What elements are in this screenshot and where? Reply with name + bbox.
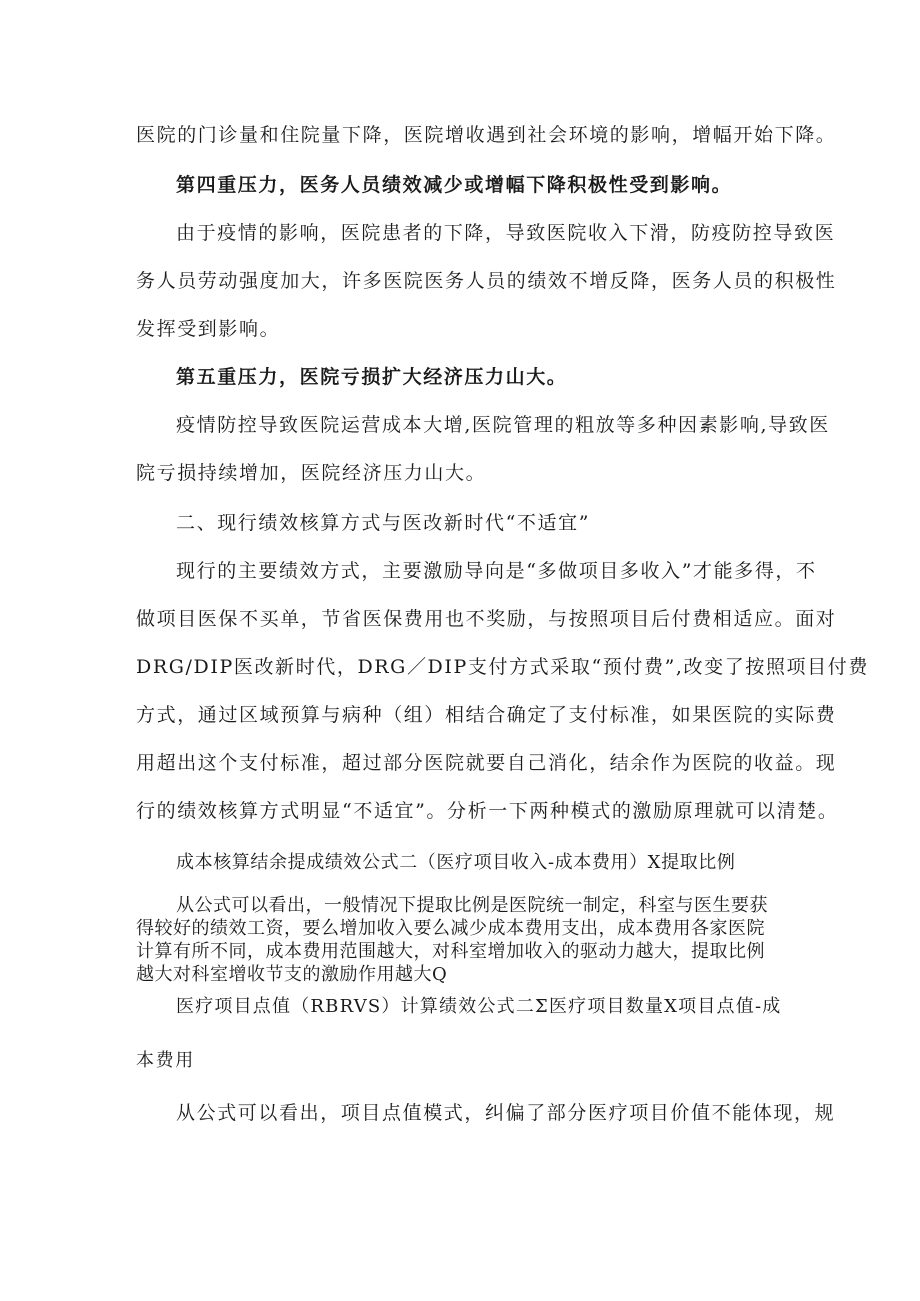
paragraph-line: 越大对科室增收节支的激励作用越大Q <box>136 964 448 985</box>
section-heading-two: 二、现行绩效核算方式与医改新时代“不适宜” <box>176 512 591 534</box>
paragraph-line: 本费用 <box>136 1050 195 1071</box>
formula-rbrvs: 医疗项目点值（RBRVS）计算绩效公式二Σ医疗项目数量X项目点值-成 <box>176 996 782 1017</box>
paragraph-line: 从公式可以看出，项目点值模式，纠偏了部分医疗项目价值不能体现，规 <box>176 1102 836 1124</box>
paragraph-line: 行的绩效核算方式明显“不适宜”。分析一下两种模式的激励原理就可以清楚。 <box>136 800 839 822</box>
section-heading-fourth-pressure: 第四重压力，医务人员绩效减少或增幅下降积极性受到影响。 <box>176 174 733 196</box>
paragraph-line: 医院的门诊量和住院量下降，医院增收遇到社会环境的影响，增幅开始下降。 <box>136 124 837 146</box>
paragraph-line: 方式，通过区域预算与病种（组）相结合确定了支付标准，如果医院的实际费 <box>136 704 837 726</box>
paragraph-line: 由于疫情的影响，医院患者的下降，导致医院收入下滑，防疫防控导致医 <box>176 222 836 244</box>
paragraph-line: 现行的主要绩效方式，主要激励导向是“多做项目多收入”才能多得，不 <box>176 560 817 582</box>
paragraph-line: 从公式可以看出，一般情况下提取比例是医院统一制定，科室与医生要获 <box>176 895 768 916</box>
formula-explanation-block <box>136 894 826 986</box>
section-heading-fifth-pressure: 第五重压力，医院亏损扩大经济压力山大。 <box>176 366 568 388</box>
paragraph-line: 疫情防控导致医院运营成本大增,医院管理的粗放等多种因素影响,导致医 <box>176 414 830 436</box>
paragraph-line: 院亏损持续增加，医院经济压力山大。 <box>136 462 487 484</box>
paragraph-line: DRG/DIP医改新时代，DRG／DIP支付方式采取“预付费”,改变了按照项目付费 <box>136 656 869 678</box>
paragraph-line: 务人员劳动强度加大，许多医院医务人员的绩效不增反降，医务人员的积极性 <box>136 270 837 292</box>
paragraph-line: 做项目医保不买单，节省医保费用也不奖励，与按照项目后付费相适应。面对 <box>136 608 837 630</box>
paragraph-line: 得较好的绩效工资，要么增加收入要么减少成本费用支出，成本费用各家医院 <box>136 918 765 939</box>
paragraph-line: 发挥受到影响。 <box>136 318 281 340</box>
paragraph-line: 计算有所不同，成本费用范围越大，对科室增加收入的驱动力越大，提取比例 <box>136 941 765 962</box>
formula-cost-accounting: 成本核算结余提成绩效公式二（医疗项目收入-成本费用）X提取比例 <box>176 852 736 873</box>
paragraph-line: 用超出这个支付标准，超过部分医院就要自己消化，结余作为医院的收益。现 <box>136 752 837 774</box>
